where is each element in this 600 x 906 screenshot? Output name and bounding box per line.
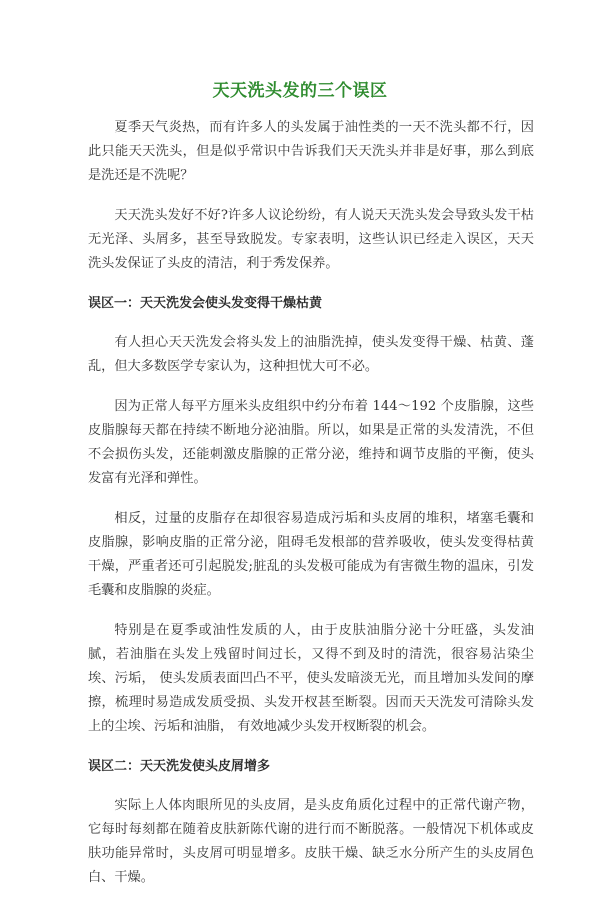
section-2-heading: 误区二：天天洗发使头皮屑增多	[88, 759, 271, 774]
section-1-heading: 误区一：天天洗发会使头发变得干燥枯黄	[88, 296, 323, 311]
intro-paragraph-1: 夏季天气炎热，而有许多人的头发属于油性类的一天不洗头都不行，因此只能天天洗头，但是似乎常识中告诉我们天天洗头并非是好事，那么到底是洗还是不洗呢？	[88, 120, 534, 183]
section-1-paragraph-2: 因为正常人每平方厘米头皮组织中约分布着 144～192 个皮脂腺，这些皮脂腺每天都在持续不断地分泌油脂。所以，如果是正常的头发清洗，不但不会损伤头发，还能刺激皮脂腺的正常分泌，维持和调节皮脂的平衡，使头发富有光泽和弹性。	[88, 399, 534, 486]
article-body	[88, 116, 534, 906]
section-1-paragraph-1: 有人担心天天洗发会将头发上的油脂洗掉，使头发变得干燥、枯黄、蓬乱，但大多数医学专家认为，这种担忧大可不必。	[88, 335, 534, 374]
article-title: 天天洗头发的三个误区	[212, 81, 388, 101]
section-1-paragraph-3: 相反，过量的皮脂存在却很容易造成污垢和头皮屑的堆积，堵塞毛囊和皮脂腺，影响皮脂的正常分泌，阻碍毛发根部的营养吸收，使头发变得枯黄干燥，严重者还可引起脱发;脏乱的头发极可能成为有害微生物的温床，引发毛囊和皮脂腺的炎症。	[88, 511, 534, 598]
intro-paragraph-2: 天天洗头发好不好?许多人议论纷纷，有人说天天洗头发会导致头发干枯无光泽、头屑多，甚至导致脱发。专家表明，这些认识已经走入误区，天天洗头发保证了头皮的清洁，利于秀发保养。	[88, 208, 534, 271]
section-2-paragraph-1: 实际上人体肉眼所见的头皮屑，是头皮角质化过程中的正常代谢产物，它每时每刻都在随着皮肤新陈代谢的进行而不断脱落。一般情况下机体或皮肤功能异常时，头皮屑可明显增多。皮肤干燥、缺乏水分所产生的头皮屑色白、干燥。	[88, 798, 534, 885]
section-1-paragraph-4: 特别是在夏季或油性发质的人，由于皮肤油脂分泌十分旺盛，头发油腻，若油脂在头发上残留时间过长，又得不到及时的清洗，很容易沾染尘埃、污垢， 使头发质表面凹凸不平，使头发暗淡无光，而且增加头发间的摩擦，梳理时易造成发质受损、头发开杈甚至断裂。因而天天洗发可清除头发上的尘埃、污垢和油脂， 有效地减少头发开杈断裂的机会。	[88, 623, 534, 734]
